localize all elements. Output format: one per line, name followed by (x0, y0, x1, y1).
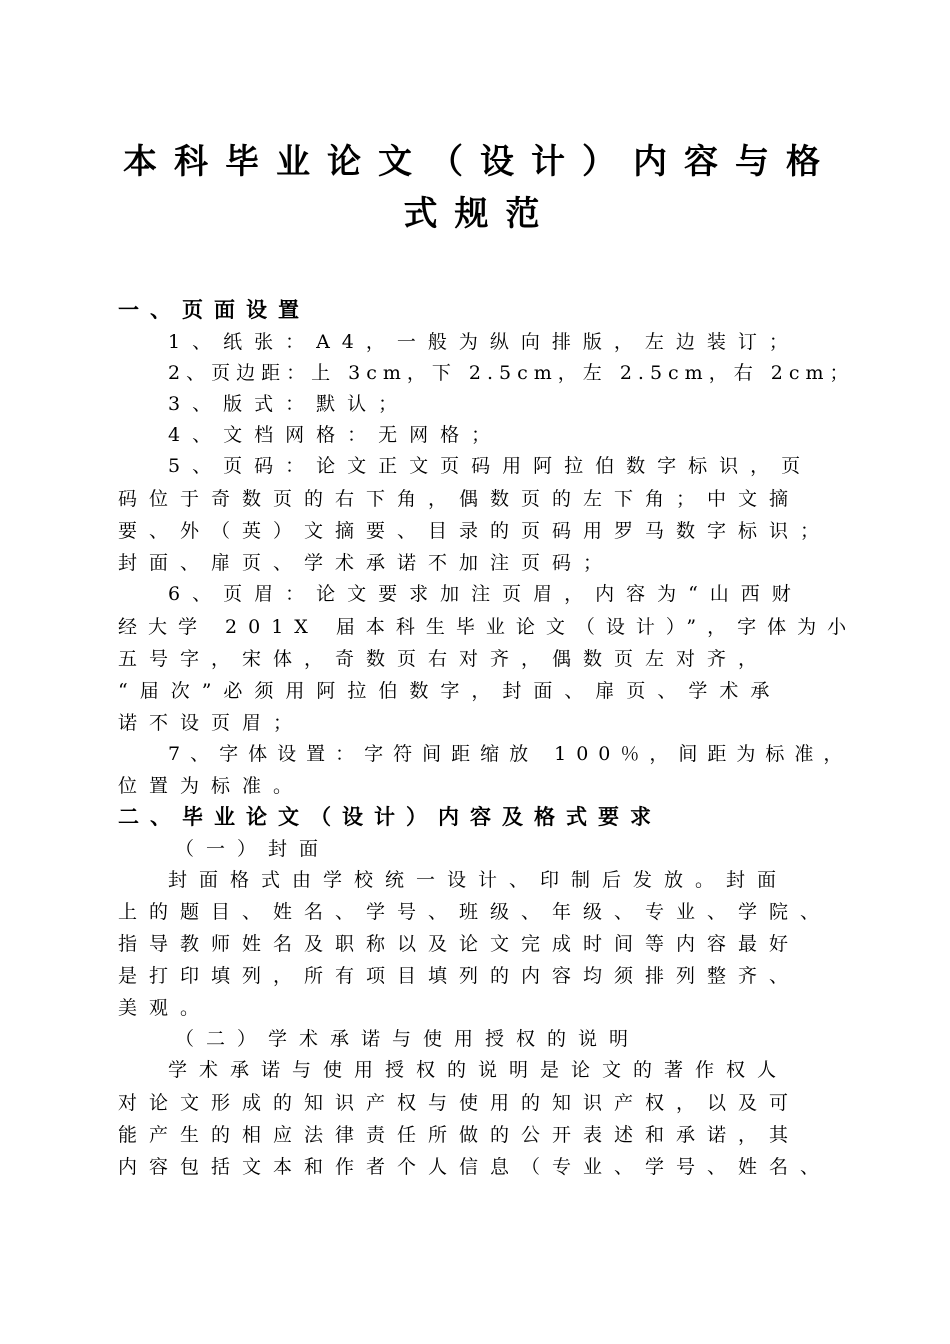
subsection-heading-academic-commitment: （二）学术承诺与使用授权的说明 (175, 1028, 641, 1050)
paragraph-line: 指导教师姓名及职称以及论文完成时间等内容最好 (118, 933, 801, 955)
paragraph-line: 位置为标准。 (118, 775, 305, 797)
paragraph-line: 7、字体设置：字符间距缩放 100％，间距为标准， (168, 743, 853, 765)
paragraph-line: 是打印填列，所有项目填列的内容均须排列整齐、 (118, 965, 801, 987)
paragraph-line: 五号字，宋体，奇数页右对齐，偶数页左对齐， (118, 648, 770, 670)
paragraph-line: 对论文形成的知识产权与使用的知识产权，以及可 (118, 1092, 801, 1114)
paragraph-line: 6、页眉：论文要求加注页眉，内容为“山西财 (168, 583, 803, 605)
paragraph-line: 3、版式：默认； (168, 393, 410, 415)
paragraph-line: 4、文档网格：无网格； (168, 424, 503, 446)
subsection-heading-cover: （一）封面 (175, 838, 331, 860)
paragraph-line: 美观。 (118, 997, 212, 1019)
paragraph-line: 内容包括文本和作者个人信息（专业、学号、姓名、 (118, 1156, 832, 1178)
paragraph-line: 5、页码：论文正文页码用阿拉伯数字标识，页 (168, 455, 813, 477)
paragraph-line: 上的题目、姓名、学号、班级、年级、专业、学院、 (118, 901, 832, 923)
paragraph-line: “届次”必须用阿拉伯数字，封面、扉页、学术承 (118, 680, 782, 702)
section-heading-page-setup: 一、页面设置 (118, 297, 310, 322)
section-heading-content-format: 二、毕业论文（设计）内容及格式要求 (118, 804, 662, 829)
document-title-line-2: 式规范 (403, 194, 557, 234)
paragraph-line: 2、页边距：上 3cm，下 2.5cm，左 2.5cm，右 2cm； (168, 362, 855, 384)
paragraph-line: 要、外（英）文摘要、目录的页码用罗马数字标识； (118, 520, 832, 542)
paragraph-line: 经大学 201X 届本科生毕业论文（设计）”，字体为小 (118, 616, 858, 638)
document-title-line-1: 本科毕业论文（设计）内容与格 (123, 142, 837, 182)
paragraph-line: 诺不设页眉； (118, 712, 305, 734)
paragraph-line: 能产生的相应法律责任所做的公开表述和承诺，其 (118, 1124, 801, 1146)
paragraph-line: 码位于奇数页的右下角，偶数页的左下角；中文摘 (118, 488, 801, 510)
paragraph-line: 封面、扉页、学术承诺不加注页码； (118, 552, 615, 574)
paragraph-line: 学术承诺与使用授权的说明是论文的著作权人 (168, 1059, 789, 1081)
paragraph-line: 封面格式由学校统一设计、印制后发放。封面 (168, 869, 789, 891)
paragraph-line: 1、纸张：A4，一般为纵向排版，左边装订； (168, 331, 800, 353)
